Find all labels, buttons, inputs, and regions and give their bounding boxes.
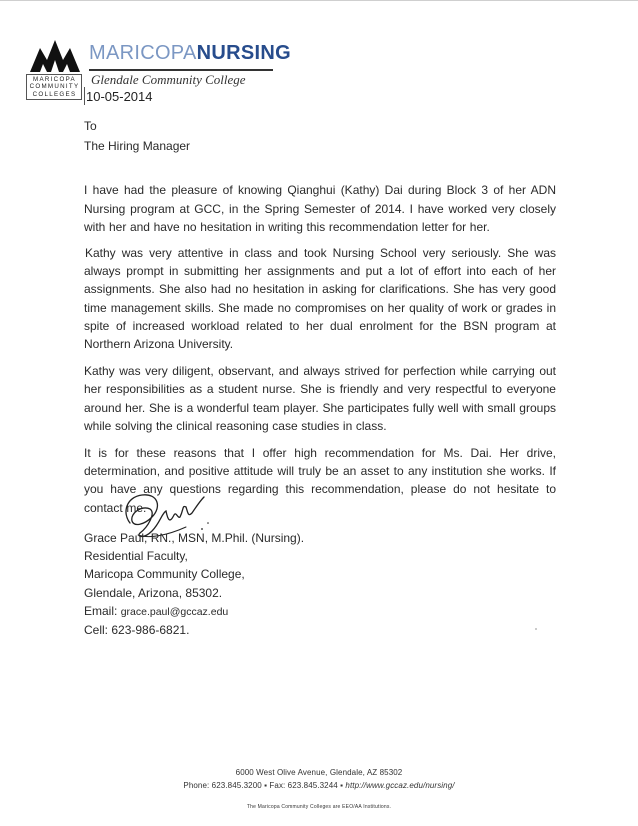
footer-notice: The Maricopa Community Colleges are EEO/AA Institutions. xyxy=(246,804,392,810)
signer-organization: Maricopa Community College, xyxy=(84,567,245,582)
signer-name: Grace Paul, RN., MSN, M.Phil. (Nursing). xyxy=(84,531,305,545)
letter-paragraph: I have had the pleasure of knowing Qianghui (Kathy) Dai during Block 3 of her ADN Nursing program at GCC, in the Spring Semester of 2014. I have worked very closely with her and have no hesitation in writing this recommendation letter for her. xyxy=(84,183,556,234)
college-name: Glendale Community College xyxy=(91,72,246,87)
footer-separator: ▪ xyxy=(264,781,268,790)
signer-title: Residential Faculty, xyxy=(84,549,188,564)
signature-block xyxy=(84,529,304,639)
brand-title-light: MARICOPA xyxy=(89,42,197,64)
letter-paragraph: Kathy was very attentive in class and took Nursing School very seriously. She was always prompt in submitting her assignments and put a lot of effort into each of her assignments. She also had no hesitation in asking for clarifications. She has very good time management skills. She made no compromises on her quality of work or grades in spite of increased workload related to her dual enrolment for the BSN program at Northern Arizona University. xyxy=(84,246,556,352)
date-divider xyxy=(84,87,85,105)
footer-phone: Phone: 623.845.3200 xyxy=(183,781,262,790)
email-label: Email: xyxy=(84,603,121,618)
logo-wordmark xyxy=(26,74,82,100)
logo-line: COMMUNITY xyxy=(29,83,80,91)
maricopa-logo xyxy=(26,38,84,98)
logo-line: COLLEGES xyxy=(32,90,77,98)
scan-mark xyxy=(535,628,537,630)
footer-fax: Fax: 623.845.3244 xyxy=(269,781,338,790)
letter-paragraph: It is for these reasons that I offer high recommendation for Ms. Dai. Her drive, determination, and positive attitude will truly be an asset to any institution she works. If you have any questions regarding this recommendation, please do not hesitate to contact me. xyxy=(84,446,556,515)
signer-email-line xyxy=(84,602,304,621)
footer-contact xyxy=(0,780,638,791)
signer-location: Glendale, Arizona, 85302. xyxy=(84,585,223,600)
letter-to: To xyxy=(84,119,97,133)
footer-url-link[interactable]: http://www.gccaz.edu/nursing/ xyxy=(345,781,455,790)
email-address-link[interactable]: grace.paul@gccaz.edu xyxy=(120,605,229,618)
letter-body xyxy=(84,117,556,517)
letter-paragraph: Kathy was very diligent, observant, and always strived for perfection while carrying out her responsibilities as a student nurse. She is friendly and very respectful to everyone around her. She is a wonderful team player. She participates fully well with small groups while solving the clinical reasoning case studies in class. xyxy=(84,364,556,433)
signer-cell: Cell: 623-986-6821. xyxy=(84,623,190,638)
letter-recipient: The Hiring Manager xyxy=(84,139,191,154)
page-top-edge xyxy=(0,0,638,1)
brand-title-bold: NURSING xyxy=(196,42,291,64)
footer-separator: ▪ xyxy=(340,781,344,790)
footer-address: 6000 West Olive Avenue, Glendale, AZ 85302 xyxy=(235,768,403,777)
brand-divider xyxy=(89,69,273,71)
page-footer xyxy=(0,767,638,811)
logo-line: MARICOPA xyxy=(33,76,76,83)
brand-title xyxy=(89,42,291,64)
maricopa-m-logo-icon xyxy=(30,38,80,72)
letter-date: 10-05-2014 xyxy=(86,89,153,104)
